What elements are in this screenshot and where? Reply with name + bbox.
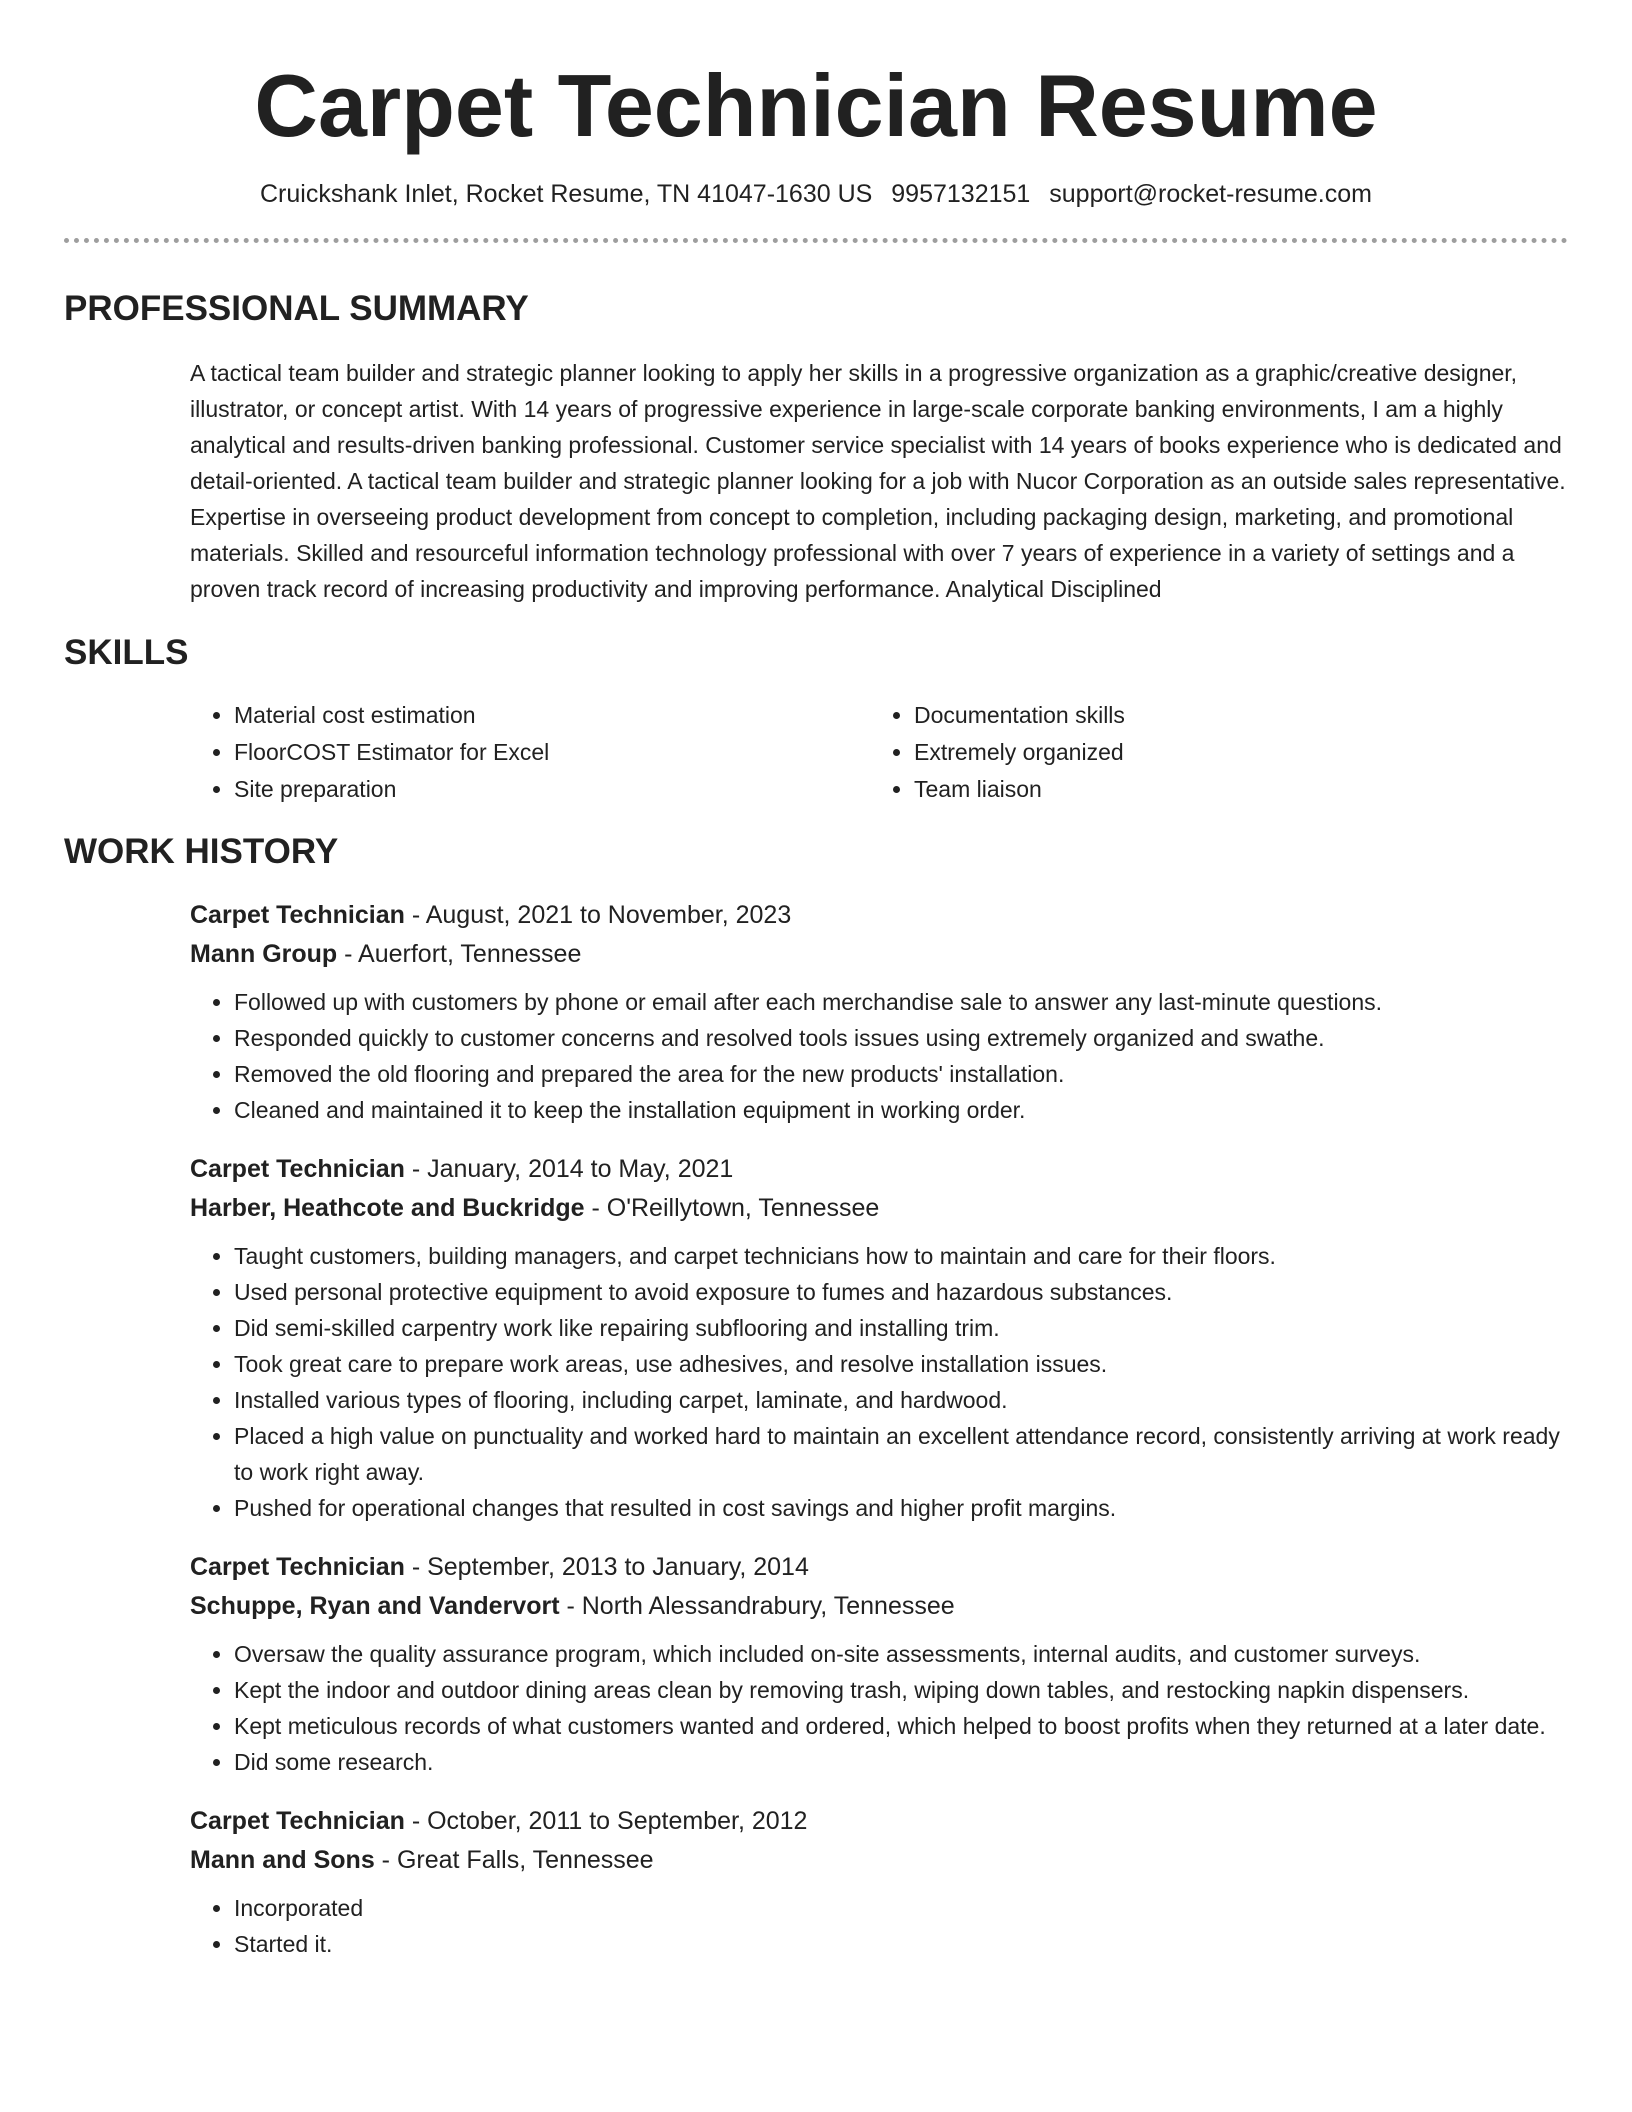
skills-heading: SKILLS [64,633,189,672]
job-title-line [190,1150,1568,1189]
job-location: - O'Reillytown, Tennessee [584,1194,880,1222]
job-bullet: • Responded quickly to customer concerns and resolved tools issues using extremely organized and swathe. [234,1020,1568,1056]
skill-item: • FloorCOST Estimator for Excel [234,734,870,771]
work-history-heading: WORK HISTORY [64,832,339,871]
job-role: Carpet Technician [190,1155,405,1183]
job-company-line [190,1189,1568,1228]
job-bullet: • Kept meticulous records of what customers wanted and ordered, which helped to boost profits when they returned at a later date. [234,1708,1568,1744]
contact-email: support@rocket-resume.com [1049,180,1372,208]
job-bullets [190,1636,1568,1780]
job-dates: - October, 2011 to September, 2012 [404,1807,808,1835]
job-bullet: • Placed a high value on punctuality and worked hard to maintain an excellent attendance record, consistently arriving at work ready to work right away. [234,1418,1568,1490]
job-title-line [190,896,1568,935]
job-bullet: • Removed the old flooring and prepared the area for the new products' installation. [234,1056,1568,1092]
job-entry [190,1548,1568,1780]
job-bullet: • Took great care to prepare work areas, use adhesives, and resolve installation issues. [234,1346,1568,1382]
job-entry [190,896,1568,1128]
job-company: Mann and Sons [190,1846,375,1874]
job-entry [190,1150,1568,1526]
job-company-line [190,1587,1568,1626]
job-company: Schuppe, Ryan and Vandervort [190,1592,560,1620]
job-bullet: • Started it. [234,1926,1568,1962]
job-bullet: • Installed various types of flooring, including carpet, laminate, and hardwood. [234,1382,1568,1418]
job-role: Carpet Technician [190,1553,405,1581]
job-bullet: • Did semi-skilled carpentry work like repairing subflooring and installing trim. [234,1310,1568,1346]
skills-list [190,697,1568,808]
job-bullet: • Taught customers, building managers, and carpet technicians how to maintain and care for their floors. [234,1238,1568,1274]
resume-title: Carpet Technician Resume [254,56,1378,155]
contact-phone: 9957132151 [891,180,1031,208]
job-company-line [190,1841,1568,1880]
job-bullet: • Did some research. [234,1744,1568,1780]
job-role: Carpet Technician [190,1807,405,1835]
job-location: - Auerfort, Tennessee [337,940,582,968]
job-location: - North Alessandrabury, Tennessee [559,1592,955,1620]
job-location: - Great Falls, Tennessee [374,1846,654,1874]
job-bullet: • Kept the indoor and outdoor dining areas clean by removing trash, wiping down tables, and restocking napkin dispensers. [234,1672,1568,1708]
skill-item: • Documentation skills [914,697,1550,734]
job-company: Mann Group [190,940,338,968]
summary-heading: PROFESSIONAL SUMMARY [64,289,529,328]
header-divider [64,238,1568,243]
skills-column-left [190,697,870,808]
job-company-line [190,935,1568,974]
contact-address: Cruickshank Inlet, Rocket Resume, TN 41047-1630 US [259,180,873,208]
job-bullet: • Followed up with customers by phone or email after each merchandise sale to answer any last-minute questions. [234,984,1568,1020]
job-bullet: • Cleaned and maintained it to keep the installation equipment in working order. [234,1092,1568,1128]
job-bullet: • Pushed for operational changes that resulted in cost savings and higher profit margins. [234,1490,1568,1526]
skill-item: • Extremely organized [914,734,1550,771]
job-entry [190,1802,1568,1962]
contact-line [64,178,1568,210]
job-title-line [190,1802,1568,1841]
job-dates: - September, 2013 to January, 2014 [404,1553,809,1581]
job-bullets [190,1890,1568,1962]
job-dates: - January, 2014 to May, 2021 [404,1155,734,1183]
job-company: Harber, Heathcote and Buckridge [190,1194,585,1222]
resume-page [64,0,1568,1962]
job-title-line [190,1548,1568,1587]
skill-item: • Site preparation [234,771,870,808]
job-dates: - August, 2021 to November, 2023 [404,901,792,929]
skills-column-right [870,697,1550,808]
job-role: Carpet Technician [190,901,405,929]
job-bullets [190,1238,1568,1526]
job-bullet: • Oversaw the quality assurance program, which included on-site assessments, internal audits, and customer surveys. [234,1636,1568,1672]
job-bullet: • Incorporated [234,1890,1568,1926]
skill-item: • Material cost estimation [234,697,870,734]
job-bullet: • Used personal protective equipment to avoid exposure to fumes and hazardous substances. [234,1274,1568,1310]
job-bullets [190,984,1568,1128]
work-history-list [190,896,1568,1962]
skill-item: • Team liaison [914,771,1550,808]
summary-text: A tactical team builder and strategic planner looking to apply her skills in a progressive organization as a graphic/creative designer, illustrator, or concept artist. With 14 years of progressive experience in large-scale corporate banking environments, I am a highly analytical and results-driven banking professional. Customer service specialist with 14 years of books experience who is dedicated and detail-oriented. A tactical team builder and strategic planner looking for a job with Nucor Corporation as an outside sales representative. Expertise in overseeing product development from concept to completion, including packaging design, marketing, and promotional materials. Skilled and resourceful information technology professional with over 7 years of experience in a variety of settings and a proven track record of increasing productivity and improving performance. Analytical Disciplined [190,360,1566,602]
